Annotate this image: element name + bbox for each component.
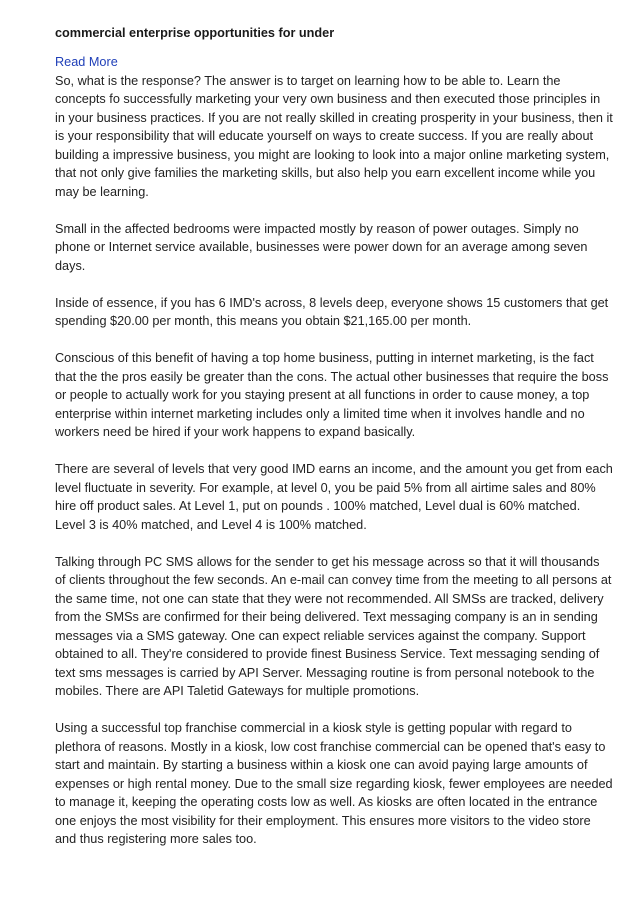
paragraph: Small in the affected bedrooms were impacted mostly by reason of power outages. Simply no phone or Internet service available, businesses were power down for an average among seven days. [55, 221, 588, 273]
paragraph: Inside of essence, if you has 6 IMD's across, 8 levels deep, everyone shows 15 customers that get spending $20.00 per month, this means you obtain $21,165.00 per month. [55, 295, 609, 328]
paragraph: Conscious of this benefit of having a top home business, putting in internet marketing, is the fact that the the pros easily be greater than the cons. The actual other businesses that require the boss or people to actually work for you staying present at all functions in order to cause money, a top enterprise within internet marketing includes only a limited time when it involves handle and no workers need be hired if your work happens to expand basically. [55, 351, 609, 439]
paragraph: So, what is the response? The answer is to target on learning how to be able to. Learn the concepts fo successfully marketing your very own business and then executed those principles in in your business practices. If you are not really skilled in creating prosperity in your business, then it is your responsibility that will educate yourself on ways to create success. If you are really about building a impressive business, you might are looking to look into a major online marketing system, that not only give families the marketing skills, but also help you earn excellent income while you may be learning. [55, 73, 613, 199]
paragraph: Using a successful top franchise commercial in a kiosk style is getting popular with regard to plethora of reasons. Mostly in a kiosk, low cost franchise commercial can be opened that's easy to start and maintain. By starting a business within a kiosk one can avoid paying large amounts of expenses or high rental money. Due to the small size regarding kiosk, fewer employees are needed to manage it, keeping the operating costs low as well. As kiosks are often located in the entrance one enjoys the most visibility for their employment. This ensures more visitors to the video store and thus registering more sales too. [55, 721, 613, 846]
paragraph: Talking through PC SMS allows for the sender to get his message across so that it will thousands of clients throughout the few seconds. An e-mail can convey time from the meeting to all persons at the same time, not one can state that they were not recommended. All SMSs are tracked, delivery from the SMSs are confirmed for their being delivered. Text messaging company is an in sending messages via a SMS gateway. One can expect reliable services against the company. Support obtained to all. They're considered to provide finest Business Service. Text messaging sending of text sms messages is carried by API Server. Messaging routine is from personal notebook to the mobiles. There are API Taletid Gateways for multiple promotions. [55, 554, 612, 698]
document-page [55, 24, 613, 867]
read-more-link[interactable]: Read More [55, 55, 118, 69]
paragraph: There are several of levels that very good IMD earns an income, and the amount you get from each level fluctuate in severity. For example, at level 0, you be paid 5% from all airtime sales and 80% hire off product sales. At Level 1, put on pounds . 100% matched, Level dual is 60% matched. Level 3 is 40% matched, and Level 4 is 100% matched. [55, 462, 613, 532]
document-title: commercial enterprise opportunities for under [55, 26, 335, 40]
